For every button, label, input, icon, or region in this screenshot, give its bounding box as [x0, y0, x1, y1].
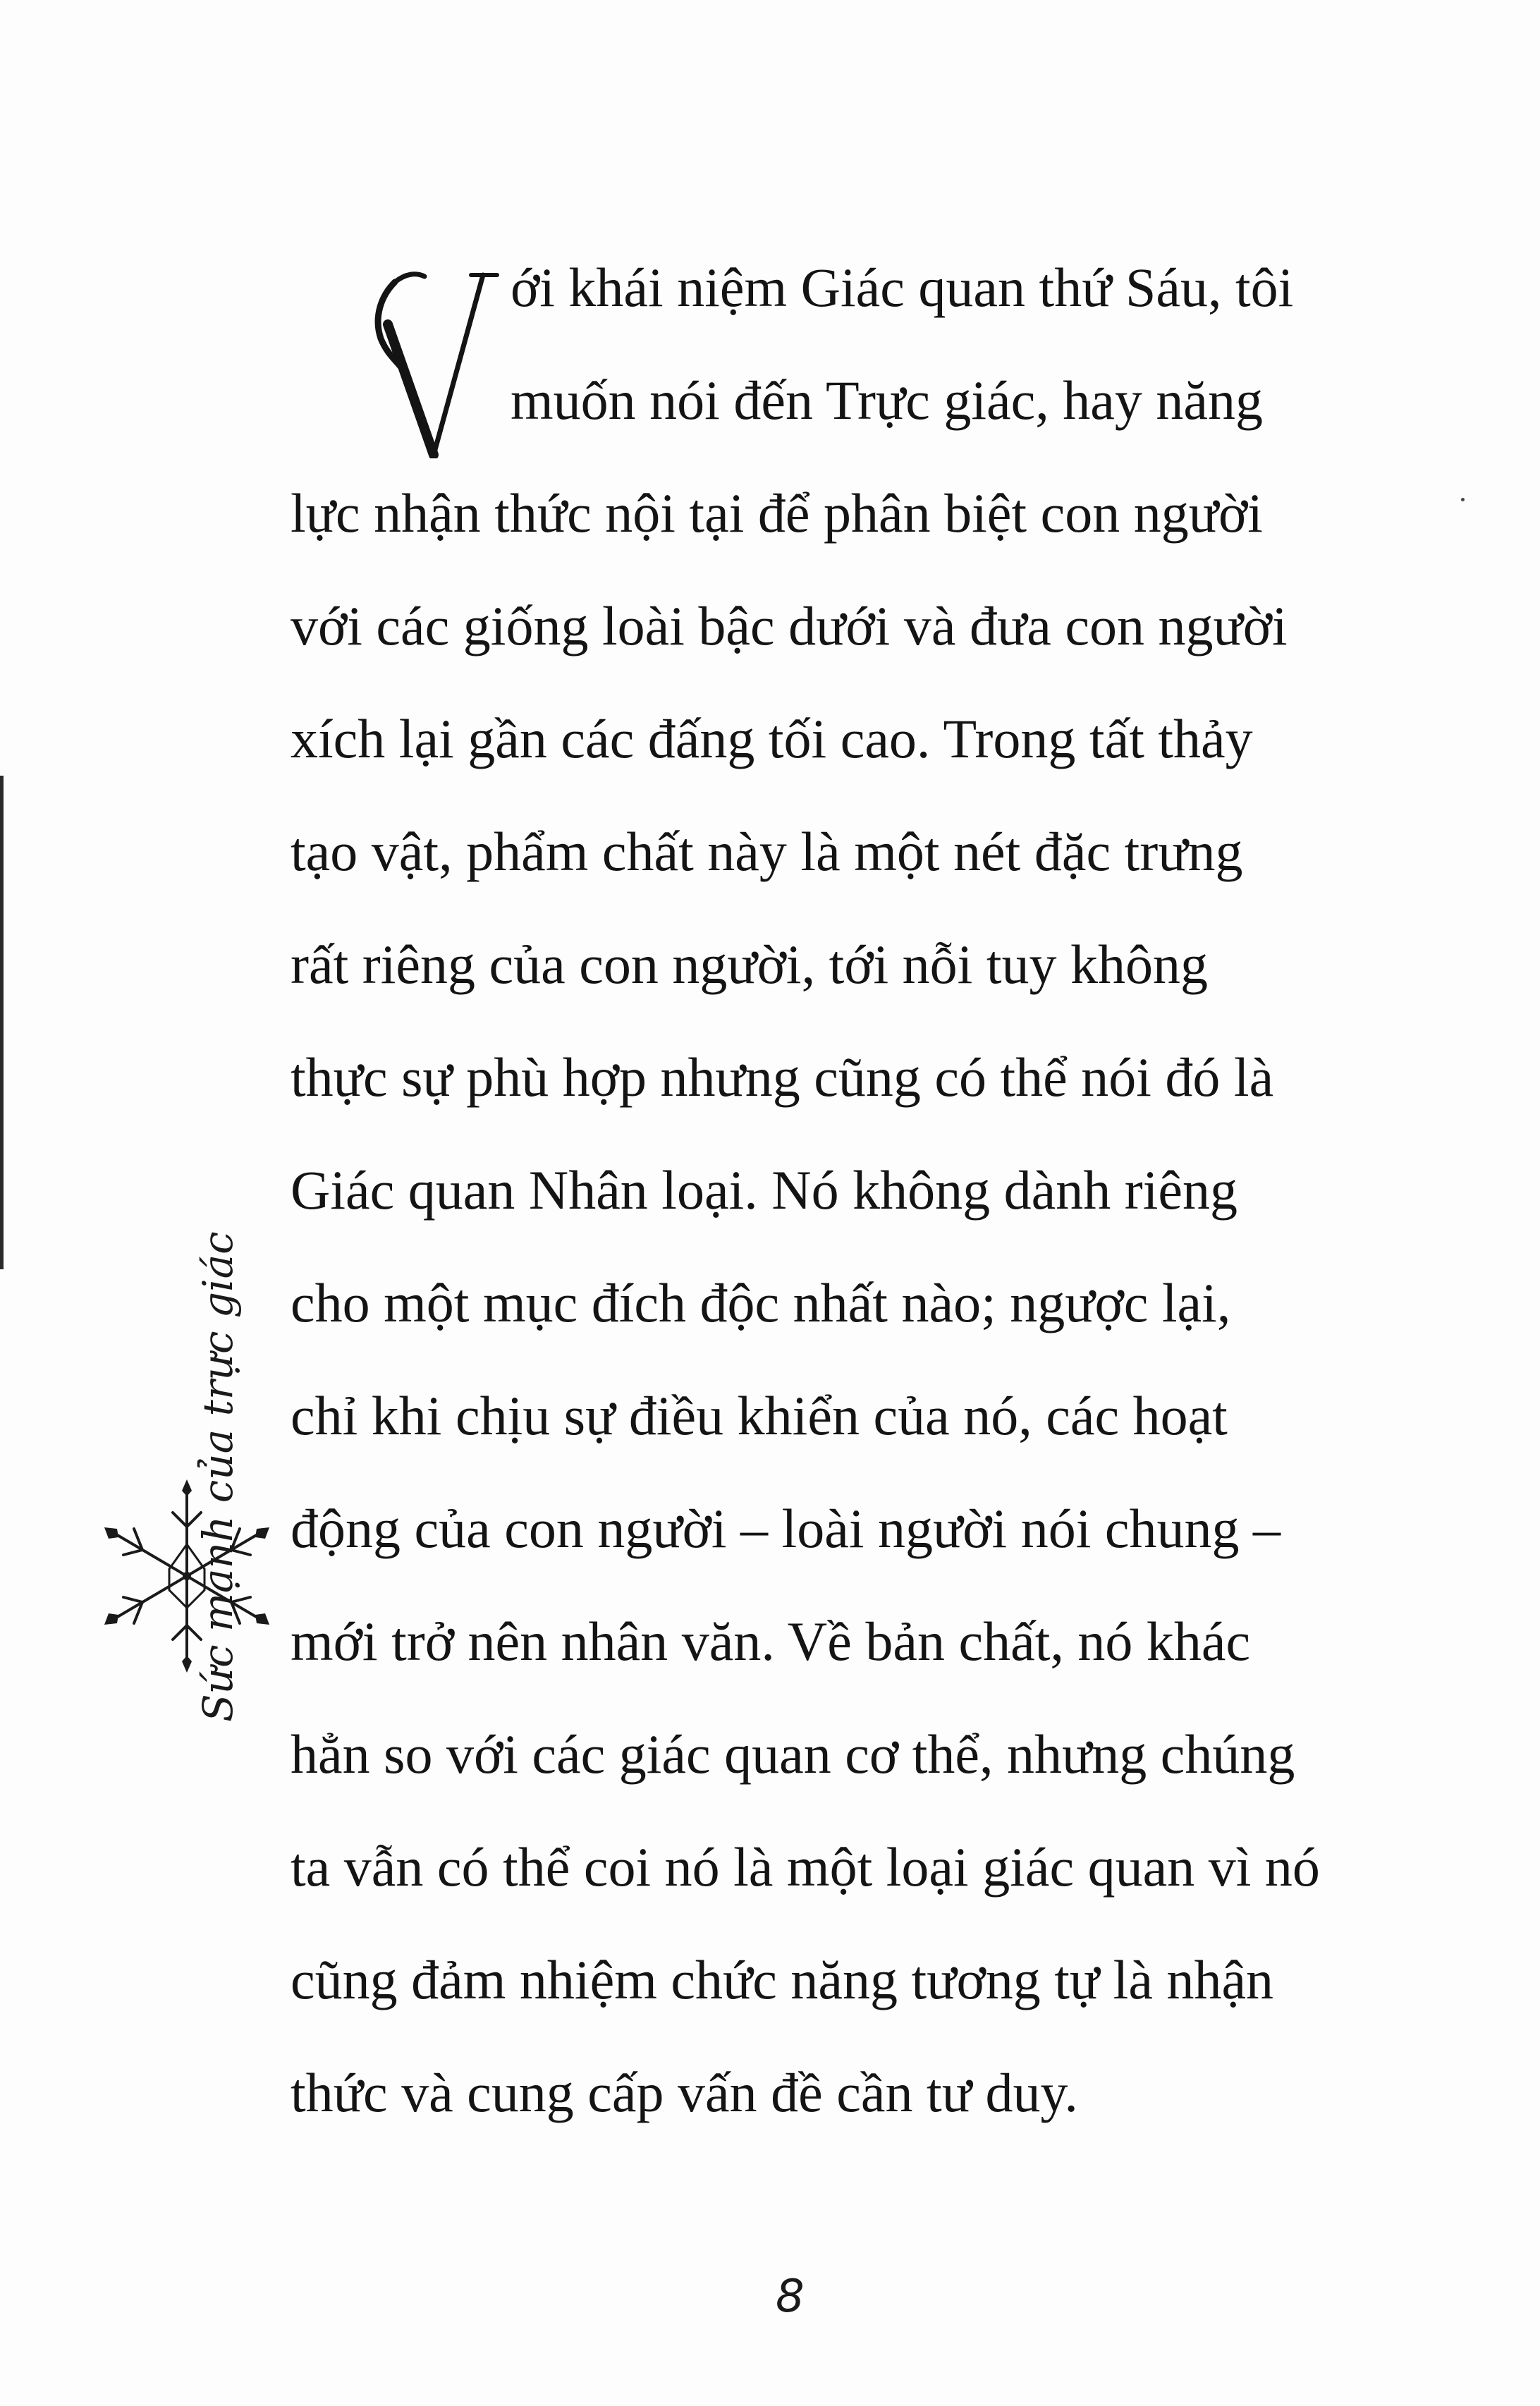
paragraph-line — [291, 1946, 1273, 2014]
paragraph-line — [291, 1608, 1250, 1675]
snowflake-ornament-icon — [99, 1474, 275, 1678]
line-text: cũng đảm nhiệm chức năng tương tự là nhận — [291, 1949, 1274, 2010]
paragraph-line — [291, 1156, 1238, 1224]
paragraph-line — [291, 705, 1253, 773]
line-text: tạo vật, phẩm chất này là một nét đặc trưng — [291, 821, 1243, 882]
paragraph-line — [291, 1044, 1273, 1111]
ink-speck — [1461, 498, 1465, 501]
line-text: chỉ khi chịu sự điều khiển của nó, các hoạt — [291, 1385, 1228, 1446]
line-text: mới trở nên nhân văn. Về bản chất, nó khác — [291, 1611, 1251, 1672]
paragraph-line — [291, 480, 1263, 547]
line-text: muốn nói đến Trực giác, hay năng — [511, 370, 1263, 431]
line-text: Giác quan Nhân loại. Nó không dành riêng — [291, 1159, 1238, 1221]
page-number: 8 — [776, 2271, 805, 2323]
line-text: ta vẫn có thể coi nó là một loại giác quan vì nó — [291, 1836, 1320, 1898]
paragraph-line — [511, 367, 1263, 434]
line-text: rất riêng của con người, tới nỗi tuy không — [291, 934, 1209, 995]
line-text: xích lại gần các đấng tối cao. Trong tất thảy — [291, 708, 1253, 769]
line-text: động của con người – loài người nói chung – — [291, 1498, 1281, 1559]
line-text: ới khái niệm Giác quan thứ Sáu, tôi — [511, 257, 1294, 318]
paragraph-line — [291, 1495, 1281, 1563]
page-edge-shadow — [0, 776, 4, 1269]
line-text: thực sự phù hợp nhưng cũng có thể nói đó là — [291, 1046, 1274, 1108]
line-text: thức và cung cấp vấn đề cần tư duy. — [291, 2062, 1078, 2123]
line-text: lực nhận thức nội tại để phân biệt con người — [291, 482, 1263, 544]
paragraph-line — [291, 2059, 1078, 2127]
paragraph-line — [291, 1382, 1228, 1450]
paragraph-line — [291, 592, 1288, 660]
line-text: hẳn so với các giác quan cơ thể, nhưng chúng — [291, 1723, 1295, 1785]
line-text: cho một mục đích độc nhất nào; ngược lại, — [291, 1272, 1231, 1333]
running-title: Sức mạnh của trực giác — [194, 1231, 242, 1722]
paragraph-line — [291, 1721, 1295, 1788]
paragraph-line — [291, 931, 1208, 999]
paragraph-line — [291, 1269, 1230, 1337]
line-text: với các giống loài bậc dưới và đưa con người — [291, 595, 1288, 657]
paragraph-line — [291, 818, 1243, 886]
drop-cap-v — [367, 254, 508, 458]
paragraph-line — [511, 254, 1540, 322]
paragraph-line — [291, 1833, 1320, 1901]
